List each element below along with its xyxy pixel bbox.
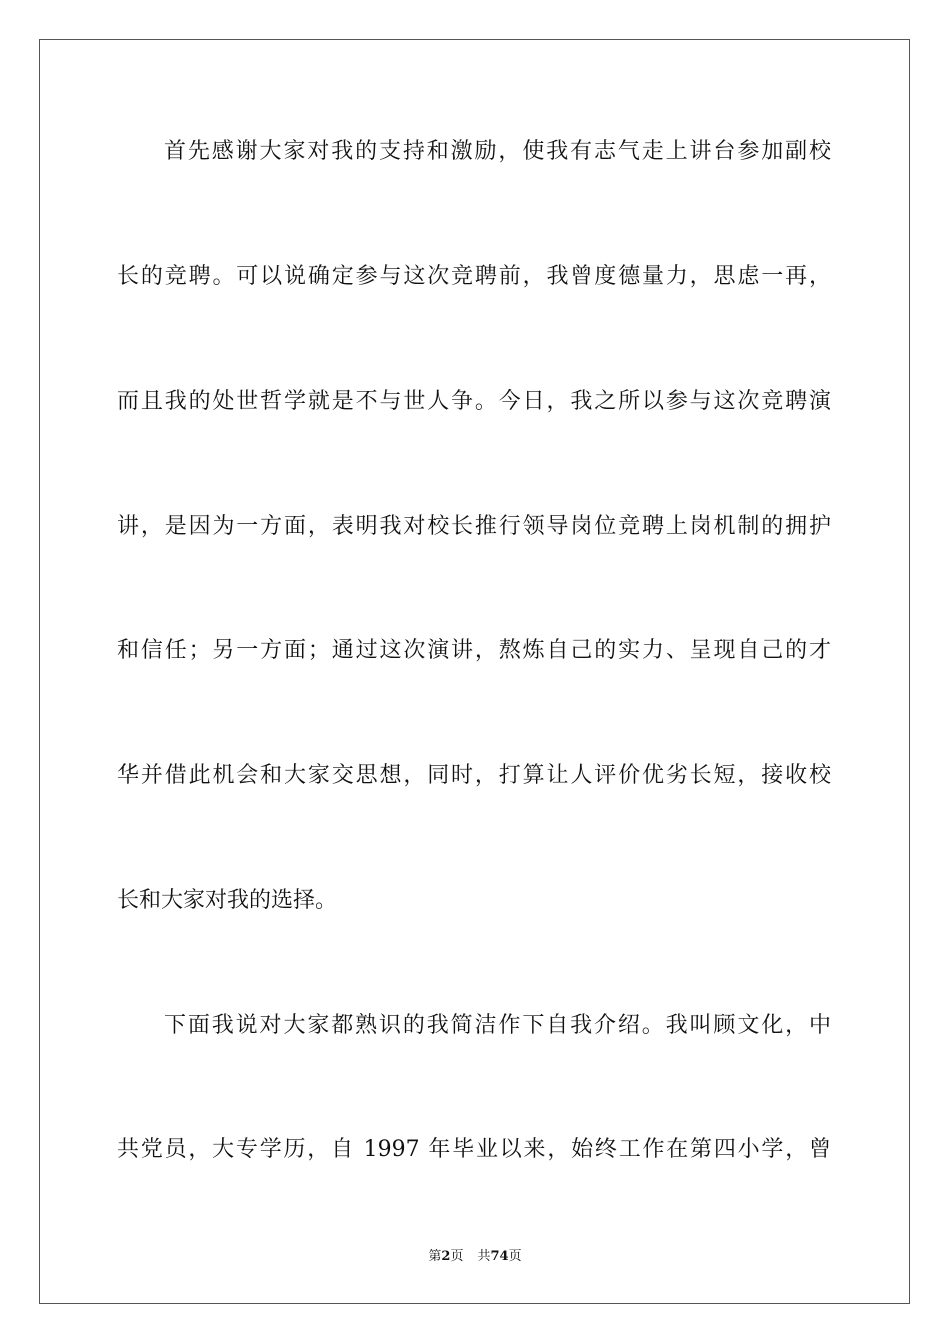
total-pages: 74: [490, 1249, 509, 1264]
text-line: 长的竞聘。可以说确定参与这次竞聘前，我曾度德量力，思虑一再，: [117, 264, 831, 289]
page-footer: [0, 1248, 950, 1266]
total-suffix: 页: [508, 1249, 522, 1264]
text-line: 下面我说对大家都熟识的我简洁作下自我介绍。我叫顾文化，中: [164, 1013, 831, 1038]
text-line: 而且我的处世哲学就是不与世人争。今日，我之所以参与这次竞聘演: [117, 389, 831, 414]
text-line: 首先感谢大家对我的支持和激励，使我有志气走上讲台参加副校: [164, 139, 831, 164]
total-prefix: 共: [477, 1249, 491, 1264]
text-line: 华并借此机会和大家交思想，同时，打算让人评价优劣长短，接收校: [117, 763, 831, 788]
page-frame: [39, 39, 910, 1304]
page-suffix: 页: [450, 1249, 464, 1264]
text-line: 共党员，大专学历，自 1997 年毕业以来，始终工作在第四小学，曾: [117, 1137, 831, 1162]
text-line: 和信任；另一方面；通过这次演讲，熬炼自己的实力、呈现自己的才: [117, 638, 831, 663]
page-prefix: 第: [428, 1249, 442, 1264]
page-number: 2: [441, 1249, 451, 1264]
text-line: 长和大家对我的选择。: [117, 888, 338, 913]
text-line: 讲，是因为一方面，表明我对校长推行领导岗位竞聘上岗机制的拥护: [117, 514, 831, 539]
